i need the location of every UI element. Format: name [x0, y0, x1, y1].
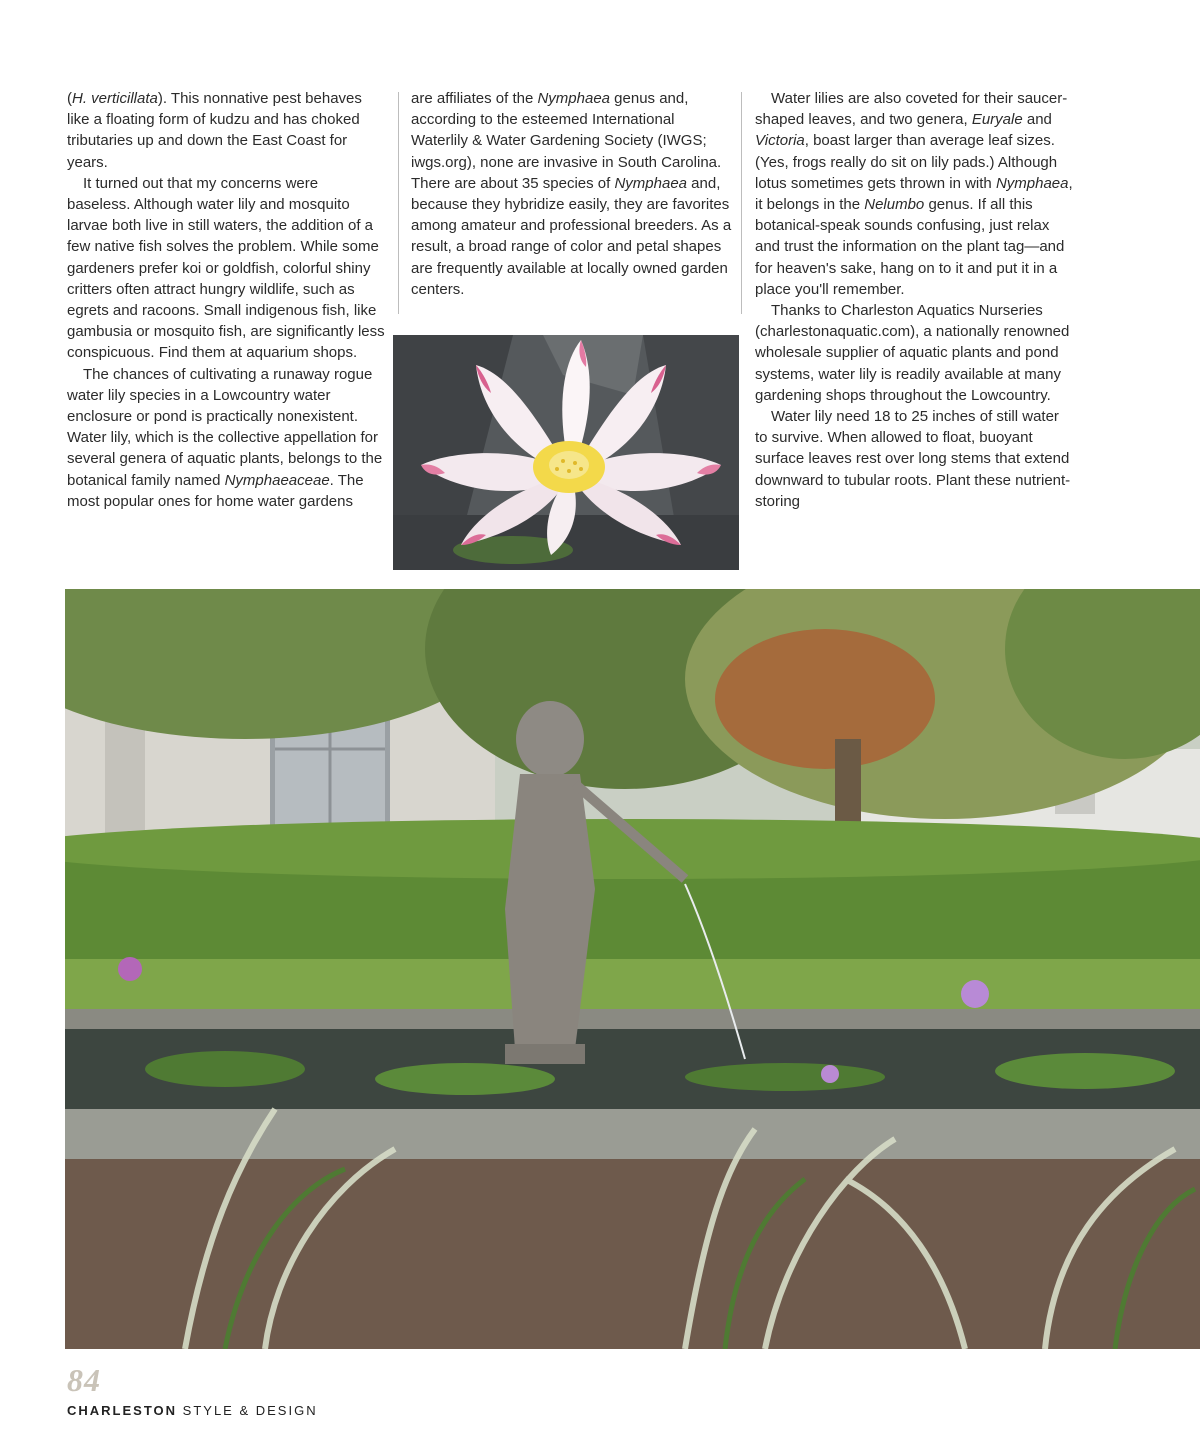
col3-paragraph-2: Thanks to Charleston Aquatics Nurseries (charlestonaquatic.com), a nationally renowned wholesale supplier of aquatic plants and pond systems, water lily is readily available at many gardening shops throughout the Lowcountry. [755, 302, 1070, 404]
water-lily-photo [393, 335, 739, 570]
article-column-2 [411, 88, 733, 300]
magazine-title [67, 1403, 318, 1418]
col3-paragraph-3: Water lily need 18 to 25 inches of still water to survive. When allowed to float, buoyant surface leaves rest over long stems that extend downward to tubular roots. Plant these nutrient-storing [755, 408, 1071, 510]
magazine-title-rest: STYLE & DESIGN [177, 1403, 318, 1418]
fountain-illustration [65, 589, 1200, 1349]
article-column-3 [755, 88, 1075, 512]
page-number: 84 [67, 1362, 101, 1398]
magazine-title-strong: CHARLESTON [67, 1403, 178, 1418]
water-lily-illustration [393, 335, 739, 570]
col3-paragraph-1: Water lilies are also coveted for their saucer-shaped leaves, and two genera, Euryale and Victoria, boast larger than average leaf sizes. (Yes, frogs really do sit on lily pads.) Although lotus sometimes gets thrown in with Nymphaea, it belongs in the Nelumbo genus. If all this botanical-speak sounds confusing, just relax and trust the information on the plant tag—and for heaven's sake, hang on to it and put it in a place you'll remember. [755, 90, 1073, 298]
col2-paragraph-1: are affiliates of the Nymphaea genus and, according to the esteemed International Waterlily & Water Gardening Society (IWGS; iwgs.org), none are invasive in South Carolina. There are about 35 species of Nymphaea and, because they hybridize easily, they are favorites among amateur and professional breeders. As a result, a broad range of color and petal shapes are frequently available at locally owned garden centers. [411, 90, 732, 298]
col1-paragraph-3: The chances of cultivating a runaway rogue water lily species in a Lowcountry water enclosure or pond is practically nonexistent. Water lily, which is the collective appellation for several genera of aquatic plants, belongs to the botanical family named Nymphaeaceae. The most popular ones for home water gardens [67, 365, 383, 510]
col1-paragraph-1: (H. verticillata). This nonnative pest behaves like a floating form of kudzu and has choked tributaries up and down the East Coast for years. [67, 90, 362, 171]
column-rule-1 [398, 92, 399, 314]
column-rule-2 [741, 92, 742, 314]
garden-fountain-photo [65, 589, 1200, 1349]
article-column-1 [67, 88, 385, 512]
col1-paragraph-2: It turned out that my concerns were baseless. Although water lily and mosquito larvae both live in still waters, the addition of a few native fish solves the problem. While some gardeners prefer koi or goldfish, colorful shiny critters often attract hungry wildlife, such as egrets and racoons. Small indigenous fish, like gambusia or mosquito fish, are significantly less conspicuous. Find them at aquarium shops. [67, 174, 385, 362]
